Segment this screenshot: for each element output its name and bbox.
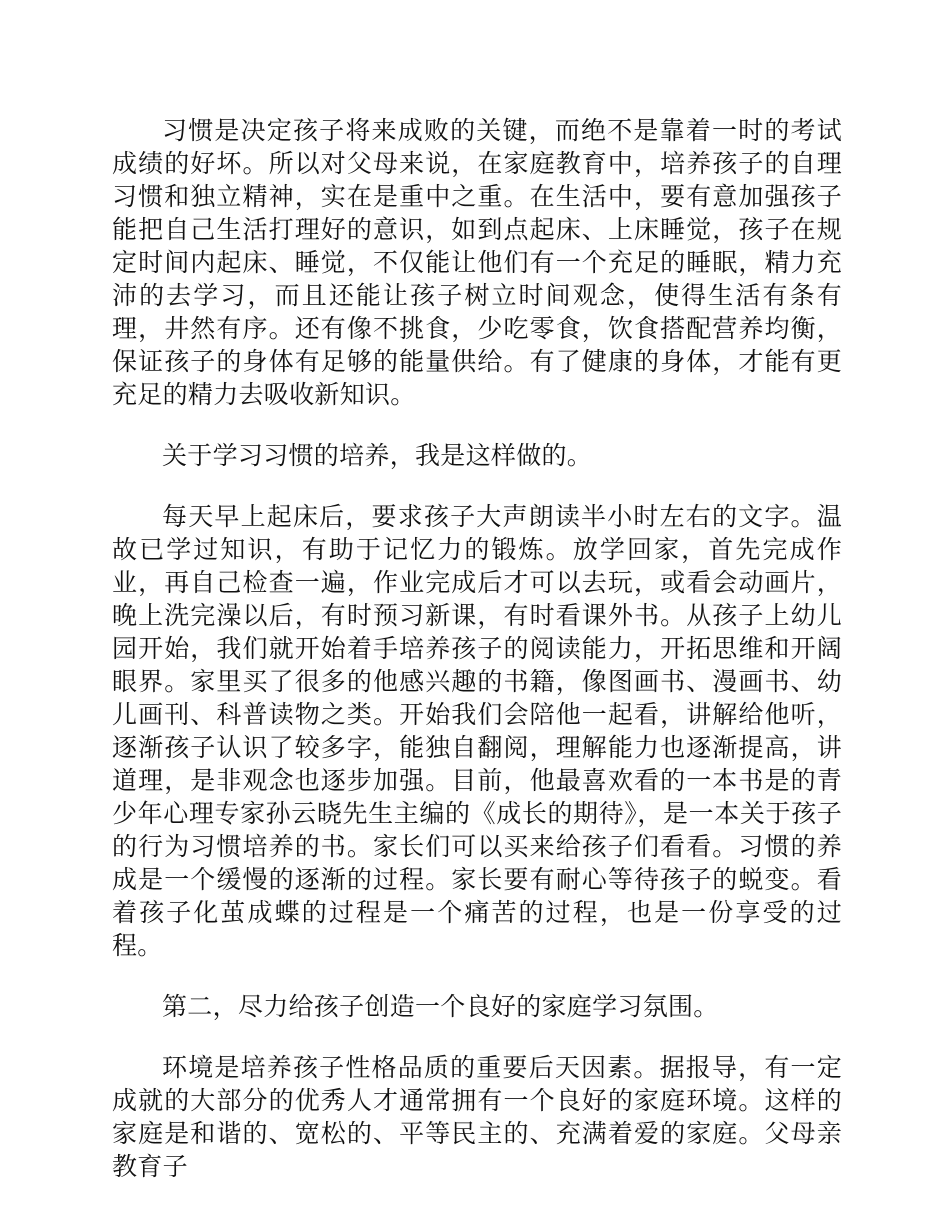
paragraph-habits-importance: 习惯是决定孩子将来成败的关键，而绝不是靠着一时的考试成绩的好坏。所以对父母来说，在家庭教育中，培养孩子的自理习惯和独立精神，实在是重中之重。在生活中，要有意加强孩子能把自己生活打理好的意识，如到点起床、上床睡觉，孩子在规定时间内起床、睡觉，不仅能让他们有一个充足的睡眠，精力充沛的去学习，而且还能让孩子树立时间观念，使得生活有条有理，井然有序。还有像不挑食，少吃零食，饮食搭配营养均衡，保证孩子的身体有足够的能量供给。有了健康的身体，才能有更充足的精力去吸收新知识。 [112, 116, 842, 409]
document-page [112, 114, 842, 1211]
paragraph-daily-routine: 每天早上起床后，要求孩子大声朗读半小时左右的文字。温故已学过知识，有助于记忆力的锻炼。放学回家，首先完成作业，再自己检查一遍，作业完成后才可以去玩，或看会动画片，晚上洗完澡以后，有时预习新课，有时看课外书。从孩子上幼儿园开始，我们就开始着手培养孩子的阅读能力，开拓思维和开阔眼界。家里买了很多的他感兴趣的书籍，像图画书、漫画书、幼儿画刊、科普读物之类。开始我们会陪他一起看，讲解给他听，逐渐孩子认识了较多字，能独自翻阅，理解能力也逐渐提高，讲道理，是非观念也逐步加强。目前，他最喜欢看的一本书是的青少年心理专家孙云晓先生主编的《成长的期待》，是一本关于孩子的行为习惯培养的书。家长们可以买来给孩子们看看。习惯的养成是一个缓慢的逐渐的过程。家长要有耐心等待孩子的蜕变。看着孩子化茧成蝶的过程是一个痛苦的过程，也是一份享受的过程。 [112, 502, 842, 960]
paragraph-second-point: 第二，尽力给孩子创造一个良好的家庭学习氛围。 [162, 992, 719, 1021]
paragraph-study-habits-intro: 关于学习习惯的培养，我是这样做的。 [162, 441, 593, 470]
paragraph-family-environment: 环境是培养孩子性格品质的重要后天因素。据报导，有一定成就的大部分的优秀人才通常拥有一个良好的家庭环境。这样的家庭是和谐的、宽松的、平等民主的、充满着爱的家庭。父母亲教育子 [112, 1053, 842, 1181]
